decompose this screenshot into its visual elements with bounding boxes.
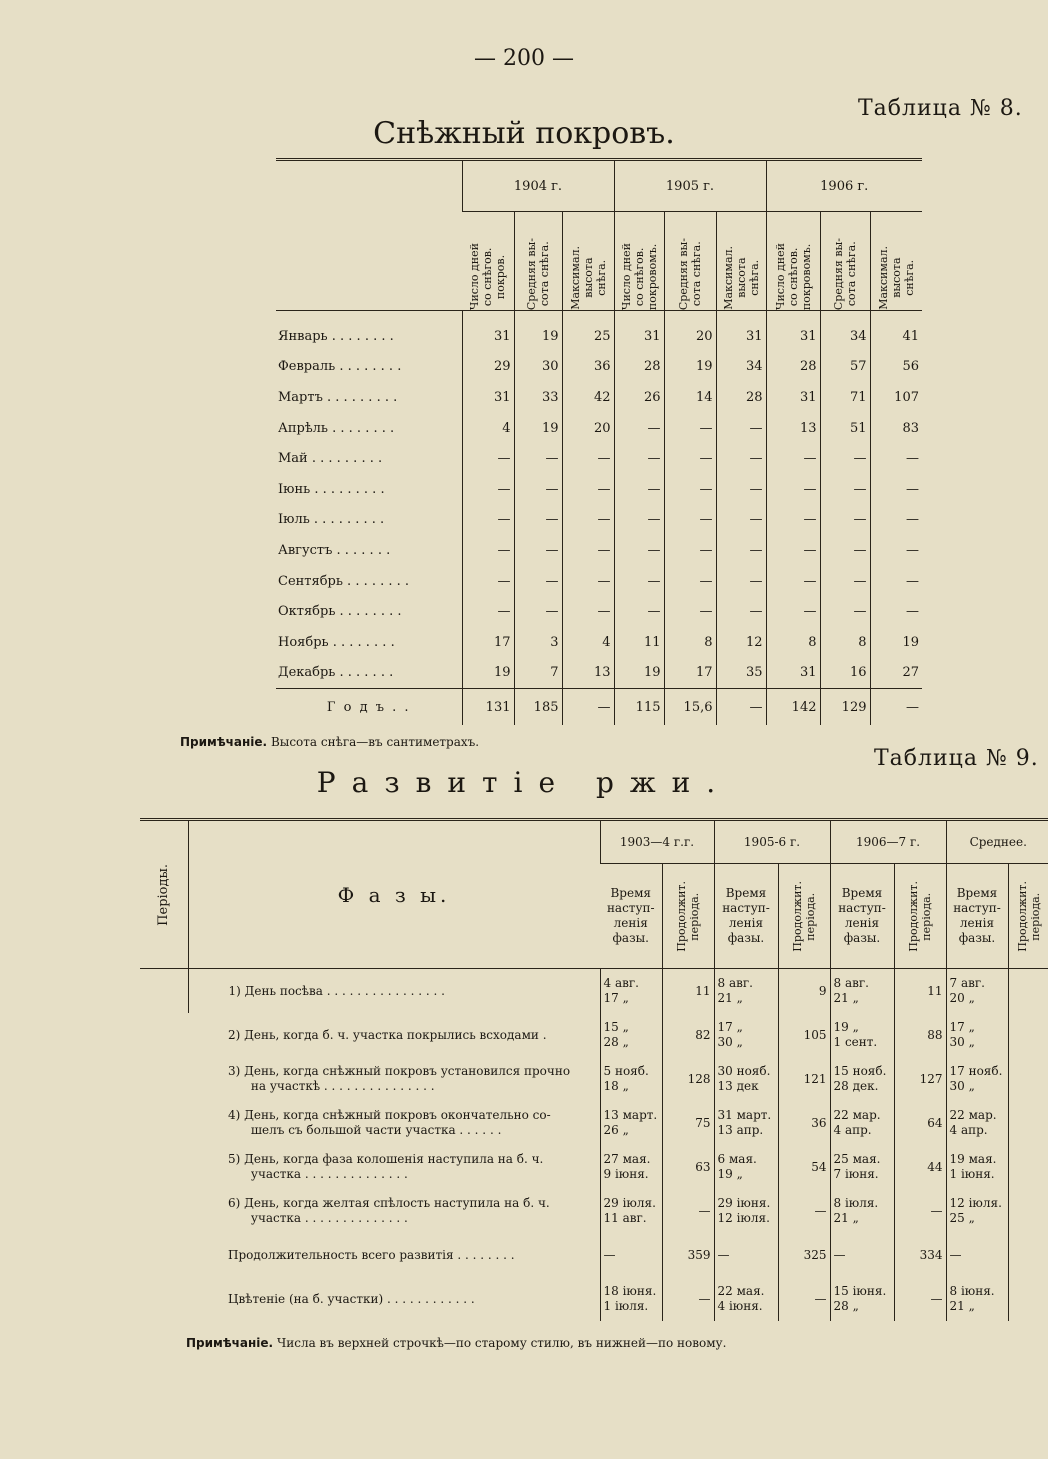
- date-value: 13 март. 26 „: [600, 1101, 662, 1145]
- trailing-cell: [1008, 1145, 1048, 1189]
- date-value: 8 авг. 21 „: [714, 969, 778, 1014]
- year-header: 1905 г.: [614, 160, 766, 212]
- phase-label: 4) День, когда снѣжный покровъ окончательно со- шелъ съ большой части участка . . . . . .: [228, 1108, 551, 1137]
- cell-value: —: [766, 474, 820, 505]
- cell-value: —: [562, 474, 614, 505]
- date-value: 8 іюня. 21 „: [946, 1277, 1008, 1321]
- cell-value: 17: [462, 627, 514, 658]
- note-text: Высота снѣга—въ сантиметрахъ.: [270, 735, 480, 749]
- month-label: Апрѣль . . . . . . . .: [278, 420, 395, 436]
- duration-value: —: [778, 1277, 830, 1321]
- duration-value: 359: [662, 1233, 714, 1277]
- cell-value: 20: [562, 413, 614, 444]
- cell-value: —: [766, 596, 820, 627]
- cell-value: 28: [716, 382, 766, 413]
- cell-value: 34: [820, 311, 870, 352]
- cell-value: 19: [664, 352, 716, 383]
- table-row: [276, 474, 922, 505]
- duration-header: Продолжит. періода.: [791, 880, 817, 952]
- duration-value: —: [894, 1277, 946, 1321]
- phases-header: Ф а з ы.: [188, 820, 600, 969]
- subheader-avg: Средняя вы- сота снѣга.: [677, 237, 703, 310]
- table8-note: [180, 735, 479, 749]
- subheader-max: Максимал. высота снѣга.: [721, 246, 761, 310]
- cell-value: —: [820, 535, 870, 566]
- month-label: Декабрь . . . . . . .: [278, 665, 394, 681]
- subheader-days: Число дней со снѣгов. покровомъ.: [619, 242, 659, 310]
- cell-value: —: [716, 474, 766, 505]
- note-label: Примѣчаніе.: [180, 735, 268, 749]
- cell-value: 29: [462, 352, 514, 383]
- month-label: Сентябрь . . . . . . . .: [278, 573, 410, 589]
- table-row: [140, 969, 1048, 1014]
- date-value: 15 іюня. 28 „: [830, 1277, 894, 1321]
- duration-header: Продолжит. періода.: [907, 880, 933, 952]
- date-value: 12 іюля. 25 „: [946, 1189, 1008, 1233]
- cell-value: 31: [716, 311, 766, 352]
- table-row: [276, 535, 922, 566]
- cell-value: —: [614, 596, 664, 627]
- note-label: Примѣчаніе.: [186, 1336, 274, 1350]
- cell-value: 42: [562, 382, 614, 413]
- duration-value: 9: [778, 969, 830, 1014]
- date-value: 27 мая. 9 іюня.: [600, 1145, 662, 1189]
- cell-value: —: [462, 535, 514, 566]
- duration-value: 36: [778, 1101, 830, 1145]
- cell-value: —: [820, 443, 870, 474]
- trailing-cell: [1008, 1101, 1048, 1145]
- cell-value: —: [820, 474, 870, 505]
- duration-value: —: [662, 1189, 714, 1233]
- cell-value: —: [870, 596, 922, 627]
- table-row: [276, 311, 922, 352]
- total-value: 185: [514, 689, 562, 726]
- duration-value: 82: [662, 1013, 714, 1057]
- duration-value: 54: [778, 1145, 830, 1189]
- cell-value: —: [614, 535, 664, 566]
- page-number: — 200 —: [474, 46, 574, 71]
- cell-value: —: [614, 443, 664, 474]
- table-row: [276, 413, 922, 444]
- cell-value: 41: [870, 311, 922, 352]
- date-value: 19 мая. 1 іюня.: [946, 1145, 1008, 1189]
- table9-label: Таблица № 9.: [874, 746, 1039, 771]
- month-label: Ноябрь . . . . . . . .: [278, 634, 395, 650]
- table-row: [276, 382, 922, 413]
- cell-value: 27: [870, 658, 922, 689]
- subheader-avg: Средняя вы- сота снѣга.: [525, 237, 551, 310]
- cell-value: 7: [514, 658, 562, 689]
- trailing-cell: [1008, 1277, 1048, 1321]
- cell-value: —: [614, 566, 664, 597]
- cell-value: —: [664, 596, 716, 627]
- total-value: 115: [614, 689, 664, 726]
- cell-value: 19: [870, 627, 922, 658]
- time-header: Время наступ- ленія фазы.: [953, 886, 1001, 945]
- cell-value: 30: [514, 352, 562, 383]
- phase-label: 3) День, когда снѣжный покровъ установился прочно на участкѣ . . . . . . . . . . . . . . .: [228, 1064, 571, 1093]
- date-value: 17 „ 30 „: [946, 1013, 1008, 1057]
- trailing-cell: [1008, 1013, 1048, 1057]
- cell-value: —: [514, 443, 562, 474]
- cell-value: 11: [614, 627, 664, 658]
- date-value: 30 нояб. 13 дек: [714, 1057, 778, 1101]
- total-row: [276, 689, 922, 726]
- table8-label: Таблица № 8.: [858, 96, 1023, 121]
- cell-value: —: [716, 505, 766, 536]
- date-value: 4 авг. 17 „: [600, 969, 662, 1014]
- cell-value: —: [766, 535, 820, 566]
- cell-value: 31: [462, 382, 514, 413]
- cell-value: 34: [716, 352, 766, 383]
- cell-value: 3: [514, 627, 562, 658]
- cell-value: 31: [766, 382, 820, 413]
- date-value: —: [600, 1233, 662, 1277]
- month-label: Октябрь . . . . . . . .: [278, 604, 402, 620]
- cell-value: 19: [514, 413, 562, 444]
- cell-value: —: [462, 505, 514, 536]
- date-value: —: [714, 1233, 778, 1277]
- cell-value: 57: [820, 352, 870, 383]
- subheader-days: Число дней со снѣгов. покровомъ.: [773, 242, 813, 310]
- cell-value: 56: [870, 352, 922, 383]
- cell-value: 26: [614, 382, 664, 413]
- date-value: 15 нояб. 28 дек.: [830, 1057, 894, 1101]
- cell-value: 31: [614, 311, 664, 352]
- cell-value: 33: [514, 382, 562, 413]
- duration-value: 11: [662, 969, 714, 1014]
- cell-value: 8: [820, 627, 870, 658]
- cell-value: 8: [664, 627, 716, 658]
- table9-note: [186, 1336, 726, 1350]
- month-label: Мартъ . . . . . . . . .: [278, 389, 398, 405]
- cell-value: —: [614, 505, 664, 536]
- phase-label: 1) День посѣва . . . . . . . . . . . . . . . .: [188, 969, 600, 1014]
- periods-column: [140, 969, 188, 1322]
- phase-label: Цвѣтеніе (на б. участки) . . . . . . . . . . . .: [228, 1291, 475, 1306]
- cell-value: —: [716, 566, 766, 597]
- cell-value: —: [716, 443, 766, 474]
- month-label: Іюнь . . . . . . . . .: [278, 481, 385, 497]
- note-text: Числа въ верхней строчкѣ—по старому стилю, въ нижней—по новому.: [276, 1336, 727, 1350]
- cell-value: 31: [766, 658, 820, 689]
- cell-value: —: [820, 505, 870, 536]
- year-header: 1906 г.: [766, 160, 922, 212]
- table-row: [276, 566, 922, 597]
- duration-value: 75: [662, 1101, 714, 1145]
- cell-value: 19: [614, 658, 664, 689]
- year-header: Среднее.: [946, 820, 1048, 864]
- cell-value: —: [870, 443, 922, 474]
- table-row: [276, 443, 922, 474]
- month-label: Май . . . . . . . . .: [278, 451, 383, 467]
- cell-value: —: [562, 535, 614, 566]
- duration-value: —: [894, 1189, 946, 1233]
- duration-value: —: [662, 1277, 714, 1321]
- cell-value: —: [820, 566, 870, 597]
- cell-value: —: [462, 596, 514, 627]
- table-row: [276, 658, 922, 689]
- duration-value: 44: [894, 1145, 946, 1189]
- cell-value: —: [462, 566, 514, 597]
- cell-value: 83: [870, 413, 922, 444]
- cell-value: 107: [870, 382, 922, 413]
- subheader-max: Максимал. высота снѣга.: [876, 246, 916, 310]
- month-label: Августъ . . . . . . .: [278, 542, 391, 558]
- cell-value: —: [664, 535, 716, 566]
- periods-header: Періоды.: [156, 863, 172, 926]
- cell-value: 20: [664, 311, 716, 352]
- cell-value: —: [870, 474, 922, 505]
- cell-value: 31: [766, 311, 820, 352]
- table-row: [140, 1057, 1048, 1101]
- duration-value: 128: [662, 1057, 714, 1101]
- duration-value: —: [778, 1189, 830, 1233]
- date-value: —: [946, 1233, 1008, 1277]
- cell-value: 28: [766, 352, 820, 383]
- year-header: 1904 г.: [462, 160, 614, 212]
- trailing-cell: [1008, 1057, 1048, 1101]
- date-value: 5 нояб. 18 „: [600, 1057, 662, 1101]
- phase-label: 5) День, когда фаза колошенія наступила на б. ч. участка . . . . . . . . . . . . . .: [228, 1152, 544, 1181]
- phase-label: 2) День, когда б. ч. участка покрылись всходами .: [228, 1027, 547, 1042]
- date-value: 15 „ 28 „: [600, 1013, 662, 1057]
- duration-value: 334: [894, 1233, 946, 1277]
- cell-value: 13: [766, 413, 820, 444]
- date-value: 22 мар. 4 апр.: [830, 1101, 894, 1145]
- duration-value: 325: [778, 1233, 830, 1277]
- date-value: 8 іюля. 21 „: [830, 1189, 894, 1233]
- cell-value: 28: [614, 352, 664, 383]
- cell-value: —: [664, 443, 716, 474]
- cell-value: —: [562, 443, 614, 474]
- trailing-cell: [1008, 1233, 1048, 1277]
- cell-value: 19: [462, 658, 514, 689]
- total-value: 142: [766, 689, 820, 726]
- time-header: Время наступ- ленія фазы.: [606, 886, 655, 945]
- cell-value: —: [716, 413, 766, 444]
- table-row: [140, 1189, 1048, 1233]
- table-row: [140, 1013, 1048, 1057]
- cell-value: —: [562, 596, 614, 627]
- cell-value: 31: [462, 311, 514, 352]
- cell-value: 19: [514, 311, 562, 352]
- subheader-max: Максимал. высота снѣга.: [568, 246, 608, 310]
- cell-value: —: [614, 413, 664, 444]
- cell-value: 51: [820, 413, 870, 444]
- duration-header: Продолжит. періода.: [1016, 880, 1043, 952]
- cell-value: 13: [562, 658, 614, 689]
- table-row: [276, 505, 922, 536]
- date-value: 17 нояб. 30 „: [946, 1057, 1008, 1101]
- trailing-cell: [1008, 1189, 1048, 1233]
- cell-value: —: [562, 566, 614, 597]
- cell-value: —: [766, 505, 820, 536]
- cell-value: —: [514, 596, 562, 627]
- cell-value: 36: [562, 352, 614, 383]
- total-value: 15,6: [664, 689, 716, 726]
- cell-value: —: [870, 535, 922, 566]
- year-header: 1903—4 г.г.: [600, 820, 714, 864]
- year-header: 1905-6 г.: [714, 820, 830, 864]
- cell-value: —: [664, 566, 716, 597]
- month-label: Февраль . . . . . . . .: [278, 359, 402, 375]
- month-header: [276, 160, 462, 311]
- total-value: —: [870, 689, 922, 726]
- date-value: 25 мая. 7 іюня.: [830, 1145, 894, 1189]
- total-value: —: [562, 689, 614, 726]
- date-value: 8 авг. 21 „: [830, 969, 894, 1014]
- date-value: 7 авг. 20 „: [946, 969, 1008, 1014]
- cell-value: —: [664, 474, 716, 505]
- date-value: 29 іюня. 12 іюля.: [714, 1189, 778, 1233]
- total-label: Г о д ъ . .: [276, 689, 462, 726]
- date-value: 22 мар. 4 апр.: [946, 1101, 1008, 1145]
- rye-development-table: [140, 818, 1048, 1321]
- cell-value: —: [820, 596, 870, 627]
- table-row: [276, 596, 922, 627]
- cell-value: —: [614, 474, 664, 505]
- cell-value: 8: [766, 627, 820, 658]
- table8-title: Снѣжный покровъ.: [373, 116, 675, 151]
- month-label: Іюль . . . . . . . . .: [278, 512, 385, 528]
- time-header: Время наступ- ленія фазы.: [838, 886, 886, 945]
- date-value: 29 іюля. 11 авг.: [600, 1189, 662, 1233]
- cell-value: —: [664, 413, 716, 444]
- table9-title: Развитіе ржи.: [316, 766, 732, 799]
- table-row: [140, 1101, 1048, 1145]
- duration-value: 88: [894, 1013, 946, 1057]
- phase-label: 6) День, когда желтая спѣлость наступила на б. ч. участка . . . . . . . . . . . . . .: [228, 1196, 550, 1225]
- cell-value: 17: [664, 658, 716, 689]
- cell-value: —: [514, 505, 562, 536]
- cell-value: —: [716, 535, 766, 566]
- date-value: 31 март. 13 апр.: [714, 1101, 778, 1145]
- total-value: —: [716, 689, 766, 726]
- year-header: 1906—7 г.: [830, 820, 946, 864]
- date-value: —: [830, 1233, 894, 1277]
- cell-value: —: [514, 535, 562, 566]
- cell-value: —: [462, 474, 514, 505]
- cell-value: 35: [716, 658, 766, 689]
- date-value: 6 мая. 19 „: [714, 1145, 778, 1189]
- cell-value: 14: [664, 382, 716, 413]
- cell-value: —: [514, 474, 562, 505]
- cell-value: 12: [716, 627, 766, 658]
- date-value: 22 мая. 4 іюня.: [714, 1277, 778, 1321]
- trailing-cell: [1008, 969, 1048, 1014]
- cell-value: —: [716, 596, 766, 627]
- cell-value: 4: [462, 413, 514, 444]
- cell-value: —: [766, 443, 820, 474]
- subheader-avg: Средняя вы- сота снѣга.: [832, 237, 858, 310]
- table-row: [276, 352, 922, 383]
- duration-value: 64: [894, 1101, 946, 1145]
- cell-value: —: [766, 566, 820, 597]
- table-row: [140, 1145, 1048, 1189]
- cell-value: —: [870, 566, 922, 597]
- cell-value: —: [514, 566, 562, 597]
- cell-value: —: [664, 505, 716, 536]
- cell-value: —: [870, 505, 922, 536]
- phase-label: Продолжительность всего развитія . . . . . . . .: [228, 1247, 515, 1262]
- cell-value: 4: [562, 627, 614, 658]
- subheader-days: Число дней со снѣгов. покров.: [468, 242, 508, 310]
- total-value: 129: [820, 689, 870, 726]
- date-value: 18 іюня. 1 іюля.: [600, 1277, 662, 1321]
- duration-value: 63: [662, 1145, 714, 1189]
- total-value: 131: [462, 689, 514, 726]
- duration-value: 127: [894, 1057, 946, 1101]
- duration-value: 121: [778, 1057, 830, 1101]
- cell-value: 16: [820, 658, 870, 689]
- cell-value: —: [562, 505, 614, 536]
- duration-value: 11: [894, 969, 946, 1014]
- date-value: 17 „ 30 „: [714, 1013, 778, 1057]
- cell-value: 71: [820, 382, 870, 413]
- date-value: 19 „ 1 сент.: [830, 1013, 894, 1057]
- duration-value: 105: [778, 1013, 830, 1057]
- cell-value: —: [462, 443, 514, 474]
- table-row: [276, 627, 922, 658]
- table-row: [140, 1233, 1048, 1277]
- cell-value: 25: [562, 311, 614, 352]
- time-header: Время наступ- ленія фазы.: [722, 886, 770, 945]
- snow-cover-table: [276, 158, 922, 725]
- duration-header: Продолжит. періода.: [675, 880, 701, 952]
- month-label: Январь . . . . . . . .: [278, 328, 394, 344]
- table-row: [140, 1277, 1048, 1321]
